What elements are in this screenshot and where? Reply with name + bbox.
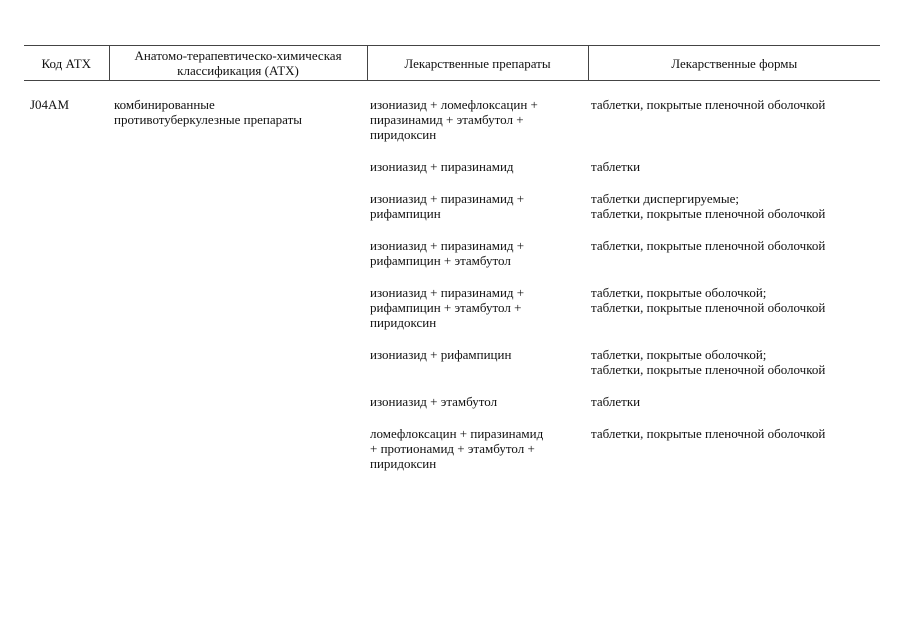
drug-line: пиридоксин [370, 127, 437, 142]
drug-cell [367, 238, 588, 285]
atc-classification-cell [109, 97, 367, 488]
drug-line: рифампицин [370, 206, 441, 221]
dosage-form-line: таблетки, покрытые оболочкой; [591, 285, 767, 300]
header-atc-code: Код АТХ [24, 46, 109, 81]
dosage-form-line: таблетки [591, 159, 641, 174]
table-header [24, 46, 880, 81]
drug-cell [367, 426, 588, 488]
drug-classification-table [24, 45, 880, 488]
drug-cell [367, 191, 588, 238]
dosage-form-cell [588, 347, 880, 394]
dosage-form-cell [588, 426, 880, 488]
header-dosage-forms: Лекарственные формы [588, 46, 880, 81]
drug-cell [367, 347, 588, 394]
drug-cell [367, 97, 588, 159]
document-page [24, 45, 880, 488]
drug-line: изониазид + пиразинамид + [370, 285, 525, 300]
drug-line: изониазид + ломефлоксацин + [370, 97, 538, 112]
drug-line: рифампицин + этамбутол + [370, 300, 522, 315]
drug-line: изониазид + пиразинамид + [370, 191, 525, 206]
dosage-form-line: таблетки [591, 394, 641, 409]
drug-line: + протионамид + этамбутол + [370, 441, 535, 456]
dosage-form-cell [588, 238, 880, 285]
dosage-form-cell [588, 191, 880, 238]
spacer-row [24, 81, 880, 98]
drug-line: изониазид + рифампицин [370, 347, 512, 362]
atc-code-cell: J04AM [30, 97, 70, 112]
drug-line: ломефлоксацин + пиразинамид [370, 426, 544, 441]
classification-line: противотуберкулезные препараты [114, 112, 302, 127]
dosage-form-cell [588, 159, 880, 191]
dosage-form-cell [588, 394, 880, 426]
table-row [24, 97, 880, 159]
drug-line: рифампицин + этамбутол [370, 253, 511, 268]
dosage-form-line: таблетки диспергируемые; [591, 191, 739, 206]
classification-line: комбинированные [114, 97, 215, 112]
drug-cell [367, 285, 588, 347]
drug-line: пиридоксин [370, 315, 437, 330]
dosage-form-line: таблетки, покрытые пленочной оболочкой [591, 362, 826, 377]
drug-line: изониазид + пиразинамид [370, 159, 514, 174]
drug-line: изониазид + этамбутол [370, 394, 498, 409]
drug-line: изониазид + пиразинамид + [370, 238, 525, 253]
header-row [24, 46, 880, 81]
drug-line: пиридоксин [370, 456, 437, 471]
drug-line: пиразинамид + этамбутол + [370, 112, 524, 127]
drug-cell [367, 394, 588, 426]
dosage-form-line: таблетки, покрытые пленочной оболочкой [591, 206, 826, 221]
dosage-form-cell [588, 97, 880, 159]
header-atc-classification: Анатомо-терапевтическо-химическая классификация (АТХ) [109, 46, 367, 81]
dosage-form-line: таблетки, покрытые пленочной оболочкой [591, 426, 826, 441]
drug-cell [367, 159, 588, 191]
header-drugs: Лекарственные препараты [367, 46, 588, 81]
dosage-form-line: таблетки, покрытые пленочной оболочкой [591, 300, 826, 315]
dosage-form-line: таблетки, покрытые пленочной оболочкой [591, 238, 826, 253]
table-body [24, 81, 880, 489]
dosage-form-cell [588, 285, 880, 347]
dosage-form-line: таблетки, покрытые пленочной оболочкой [591, 97, 826, 112]
dosage-form-line: таблетки, покрытые оболочкой; [591, 347, 767, 362]
